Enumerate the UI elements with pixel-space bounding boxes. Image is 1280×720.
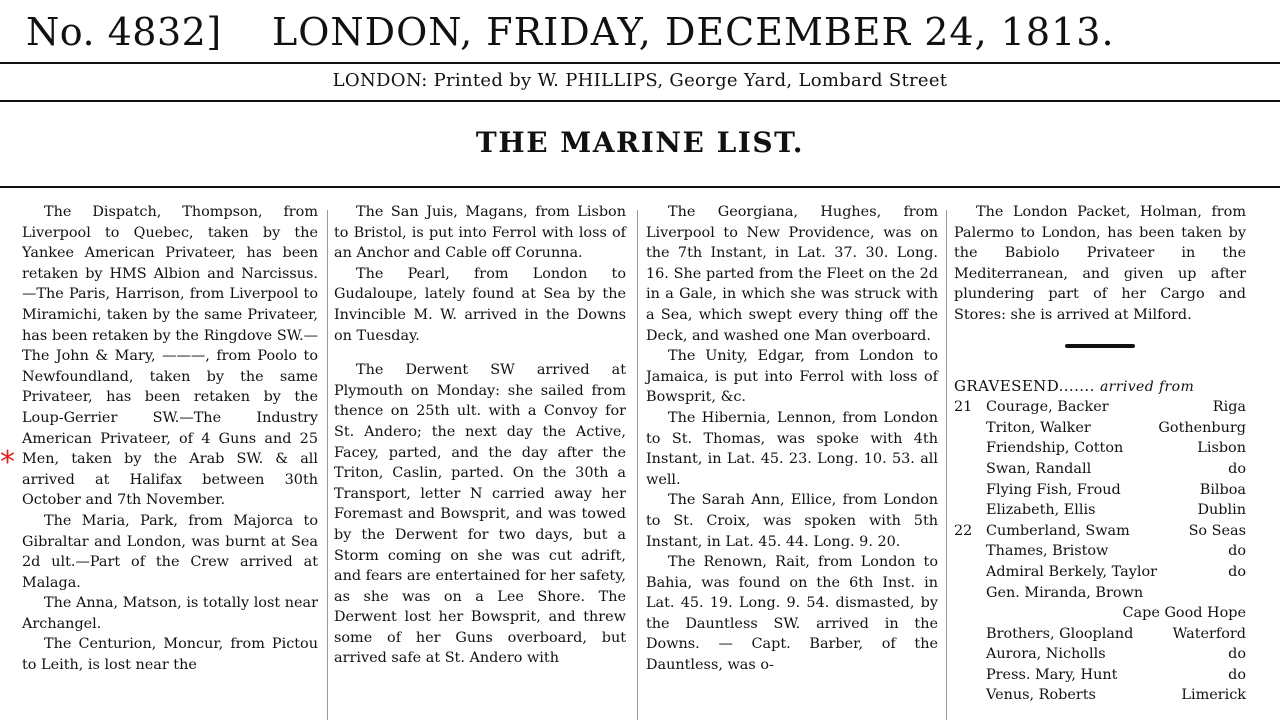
arrival-port: Gothenburg	[1158, 419, 1246, 436]
printer-line: LONDON: Printed by W. PHILLIPS, George Yard, Lombard Street	[332, 70, 948, 91]
arrival-ship: Friendship, Cotton	[986, 440, 1124, 457]
list-item	[954, 624, 1246, 645]
list-item	[954, 603, 1246, 624]
arrival-port: Bilboa	[1199, 481, 1246, 498]
arrival-port: Riga	[1212, 399, 1246, 416]
arrival-day: 21	[954, 399, 973, 416]
list-item	[954, 500, 1246, 521]
article-paragraph: The Hibernia, Lennon, from London to St. Thomas, was spoke with 4th Instant, in Lat. 45. 23. Long. 10. 53. all well.	[646, 409, 938, 488]
arrivals-port-label: GRAVESEND.......	[954, 376, 1095, 395]
issue-number: No. 4832]	[26, 10, 222, 54]
arrival-ship: Swan, Randall	[986, 460, 1092, 477]
arrival-port: Waterford	[1172, 625, 1246, 642]
arrival-port: So Seas	[1188, 522, 1246, 539]
list-item	[954, 541, 1246, 562]
arrival-port: Dublin	[1197, 502, 1246, 519]
list-item	[954, 480, 1246, 501]
article-paragraph: The London Packet, Holman, from Palermo to London, has been taken by the Babiolo Privateer in the Mediterranean, and given up after plundering part of her Cargo and Stores: she is arrived at Milford.	[954, 204, 1246, 323]
article-paragraph: The Unity, Edgar, from London to Jamaica, is put into Ferrol with loss of Bowsprit, &c.	[646, 348, 938, 406]
arrival-ship: Venus, Roberts	[986, 687, 1096, 704]
arrival-ship: Gen. Miranda, Brown	[986, 584, 1144, 601]
arrivals-from-label: arrived from	[1099, 378, 1195, 395]
section-title: THE MARINE LIST.	[475, 126, 805, 159]
article-paragraph: The Pearl, from London to Gudaloupe, lately found at Sea by the Invincible M. W. arrived in the Downs on Tuesday.	[334, 265, 626, 344]
arrival-ship: Aurora, Nicholls	[986, 646, 1106, 663]
arrival-ship: Admiral Berkely, Taylor	[986, 563, 1157, 580]
article-paragraph: The Derwent SW arrived at Plymouth on Monday: she sailed from thence on 25th ult. with a Convoy for St. Andero; the next day the Active, Facey, parted, and the day after the Triton, Caslin, parted. On the 30th a Transport, letter N carried away her Foremast and Bowsprit, and was towed by the Derwent for two days, but a Storm coming on she was cut adrift, and fears are entertained for her safety, as she was on a Lee Shore. The Derwent lost her Bowsprit, and threw some of her Guns overboard, but arrived safe at St. Andero with	[334, 362, 627, 667]
list-item	[954, 644, 1246, 665]
list-item	[954, 521, 1246, 542]
article-paragraph: The San Juis, Magans, from Lisbon to Bristol, is put into Ferrol with loss of an Anchor and Cable off Corunna.	[334, 204, 626, 262]
article-paragraph: The Anna, Matson, is totally lost near Archangel.	[22, 595, 318, 632]
section-rule	[0, 186, 1280, 188]
column-1	[22, 202, 318, 676]
arrival-port: Cape Good Hope	[1122, 605, 1246, 622]
arrival-port: Lisbon	[1197, 440, 1246, 457]
arrival-port: do	[1228, 460, 1246, 477]
article-paragraph: The Sarah Ann, Ellice, from London to St. Croix, was spoken with 5th Instant, in Lat. 45. 44. Long. 9. 20.	[646, 492, 938, 550]
column-4	[954, 202, 1246, 706]
arrival-ship: Elizabeth, Ellis	[986, 502, 1096, 519]
printer-rule	[0, 100, 1280, 102]
article-paragraph: The Maria, Park, from Majorca to Gibraltar and London, was burnt at Sea 2d ult.—Part of the Crew arrived at Malaga.	[22, 512, 318, 591]
article-paragraph: The Dispatch, Thompson, from Liverpool to Quebec, taken by the Yankee American Privateer, has been retaken by HMS Albion and Narcissus.—The Paris, Harrison, from Liverpool to Miramichi, taken by the same Privateer, has been retaken by the Ringdove SW.—The John & Mary, ———, from Poolo to Newfoundland, taken by the same Privateer, has been retaken by the Loup-Gerrier SW.—The Industry American Privateer, of 4 Guns and 25 Men, taken by the Arab SW. & all arrived at Halifax between 30th October and 7th November.	[22, 204, 318, 509]
dateline: LONDON, FRIDAY, DECEMBER 24, 1813.	[272, 10, 1115, 54]
list-item	[954, 665, 1246, 686]
article-paragraph: The Georgiana, Hughes, from Liverpool to New Providence, was on the 7th Instant, in Lat. 37. 30. Long. 16. She parted from the Fleet on the 2d in a Gale, in which she was struck with a Sea, which swept every thing off the Deck, and washed one Man overboard.	[646, 204, 938, 344]
arrival-ship: Press. Mary, Hunt	[986, 666, 1118, 683]
list-item	[954, 685, 1246, 706]
arrival-day: 22	[954, 522, 973, 539]
arrival-ship: Thames, Bristow	[986, 543, 1109, 560]
arrival-port: do	[1228, 543, 1246, 560]
arrival-ship: Flying Fish, Froud	[986, 481, 1121, 498]
column-2	[334, 202, 626, 669]
arrival-ship: Brothers, Gloopland	[986, 625, 1134, 642]
list-item	[954, 562, 1246, 583]
arrivals-heading	[954, 376, 1246, 398]
list-item	[954, 459, 1246, 480]
arrival-ship: Cumberland, Swam	[986, 522, 1130, 539]
arrival-ship: Courage, Backer	[986, 399, 1109, 416]
arrivals-list	[954, 397, 1246, 706]
red-asterisk-marker: *	[0, 445, 15, 480]
masthead-rule	[0, 62, 1280, 64]
article-columns	[0, 202, 1280, 720]
column-3	[646, 202, 938, 676]
arrival-port: do	[1228, 646, 1246, 663]
arrival-port: Limerick	[1181, 687, 1246, 704]
arrival-ship: Triton, Walker	[986, 419, 1091, 436]
list-item	[954, 583, 1246, 604]
list-item	[954, 397, 1246, 418]
list-item	[954, 438, 1246, 459]
article-paragraph: The Centurion, Moncur, from Pictou to Leith, is lost near the	[22, 636, 318, 674]
arrival-port: do	[1228, 666, 1246, 683]
arrival-port: do	[1228, 563, 1246, 580]
ornament-rule	[1065, 344, 1135, 348]
article-paragraph: The Renown, Rait, from London to Bahia, was found on the 6th Inst. in Lat. 45. 19. Long. 9. 54. dismasted, by the Dauntless SW. arrived in the Downs. — Capt. Barber, of the Dauntless, was o-	[646, 554, 938, 674]
list-item	[954, 418, 1246, 439]
